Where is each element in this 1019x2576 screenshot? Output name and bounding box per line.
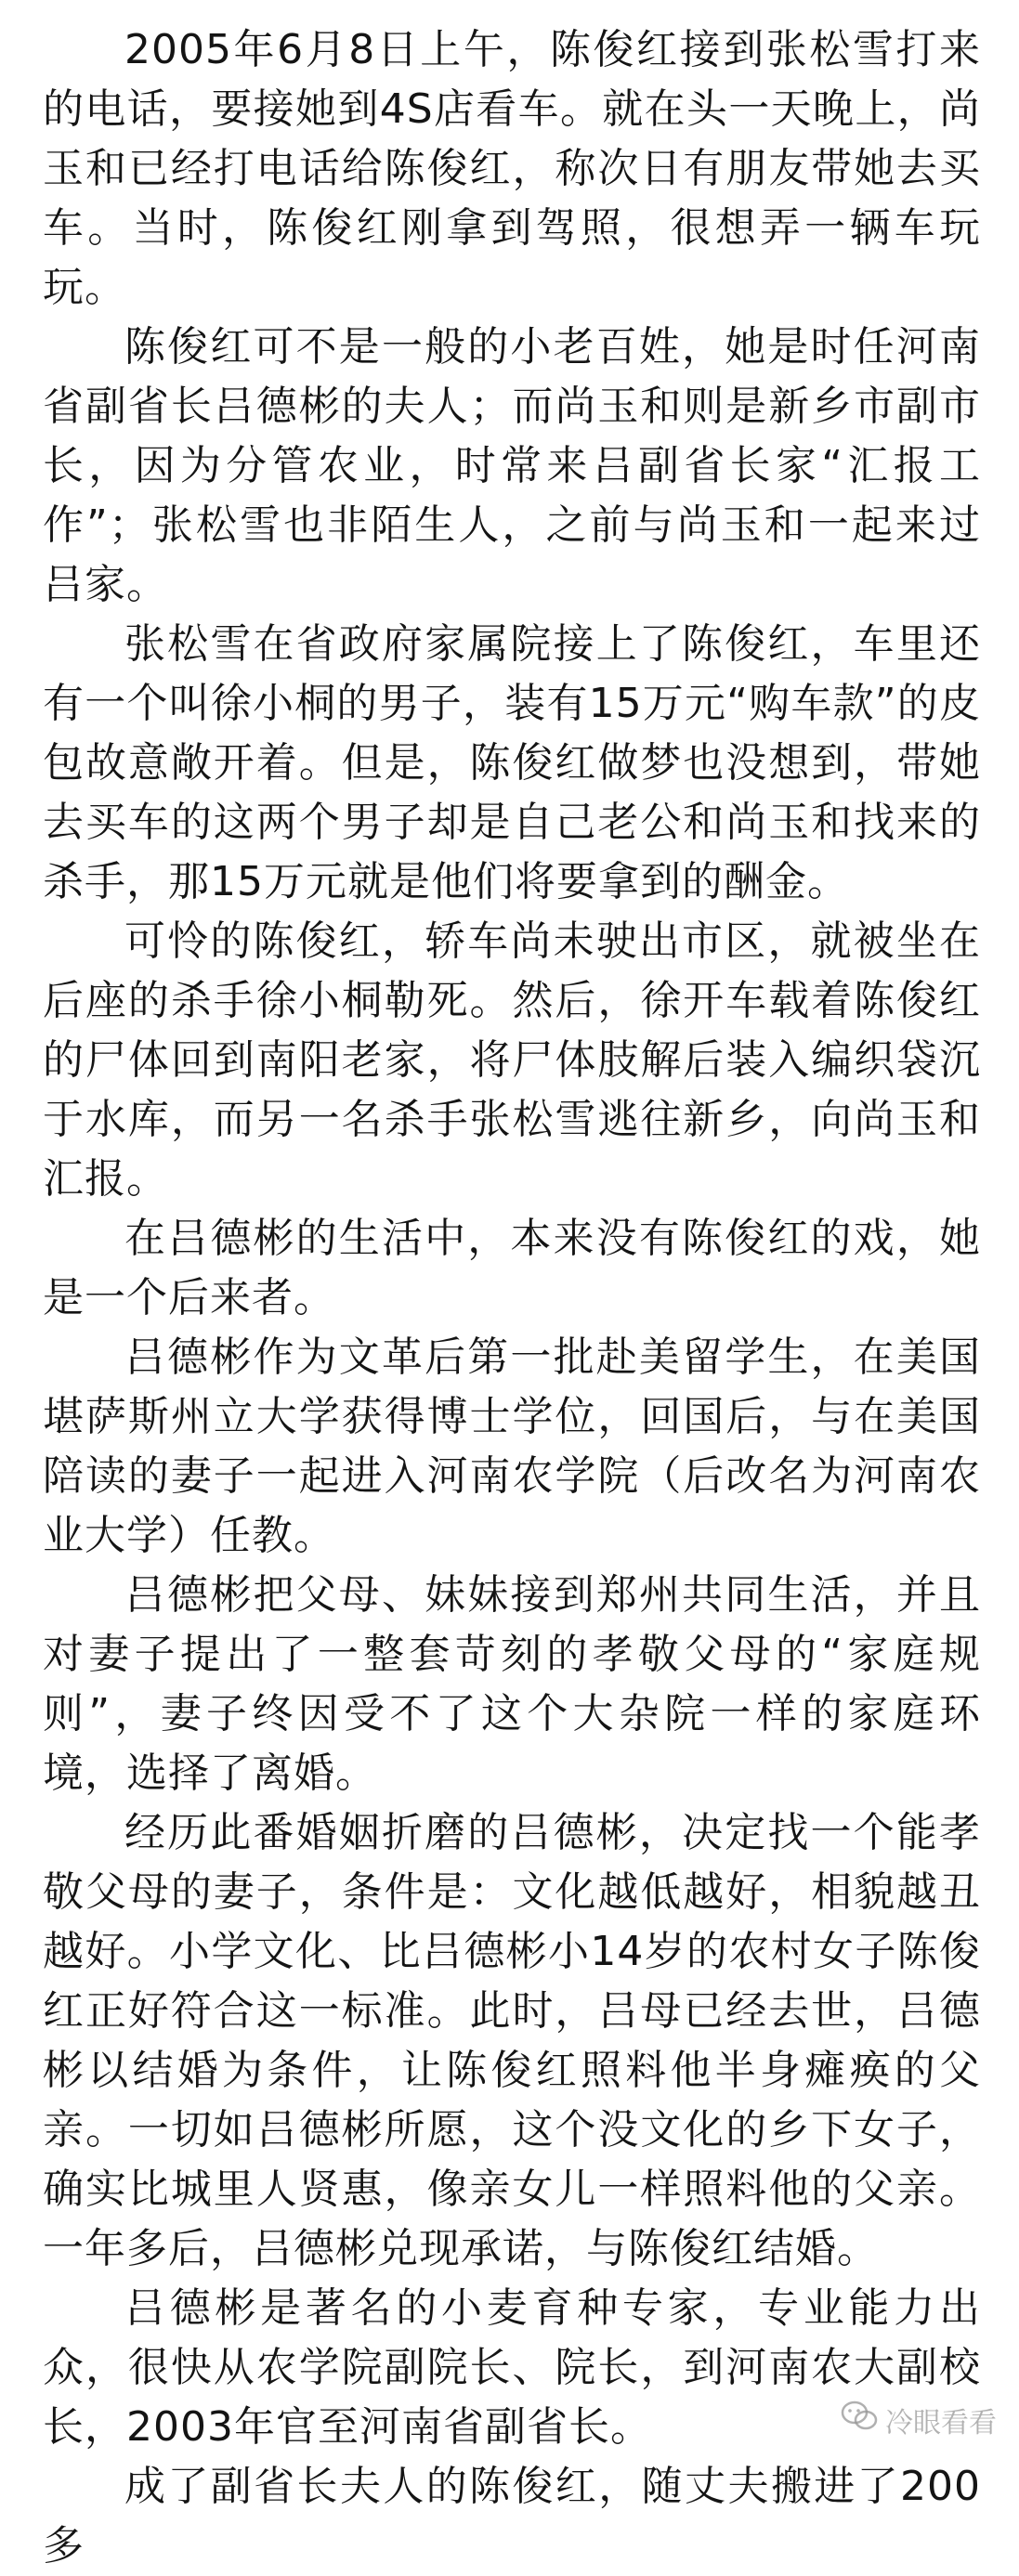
article-paragraph: 吕德彬是著名的小麦育种专家，专业能力出众，很快从农学院副院长、院长，到河南农大副校长，2003年官至河南省副省长。 bbox=[43, 2284, 981, 2451]
article-paragraph: 可怜的陈俊红，轿车尚未驶出市区，就被坐在后座的杀手徐小桐勒死。然后，徐开车载着陈俊红的尸体回到南阳老家，将尸体肢解后装入编织袋沉于水库，而另一名杀手张松雪逃往新乡，向尚玉和汇报。 bbox=[43, 917, 981, 1203]
watermark-text: 冷眼看看 bbox=[885, 2407, 997, 2439]
article-paragraph: 吕德彬作为文革后第一批赴美留学生，在美国堪萨斯州立大学获得博士学位，回国后，与在美国陪读的妻子一起进入河南农学院（后改名为河南农业大学）任教。 bbox=[43, 1334, 981, 1559]
article-paragraph: 2005年6月8日上午，陈俊红接到张松雪打来的电话，要接她到4S店看车。就在头一天晚上，尚玉和已经打电话给陈俊红，称次日有朋友带她去买车。当时，陈俊红刚拿到驾照，很想弄一辆车玩玩。 bbox=[43, 26, 981, 311]
article-paragraph: 经历此番婚姻折磨的吕德彬，决定找一个能孝敬父母的妻子，条件是：文化越低越好，相貌越丑越好。小学文化、比吕德彬小14岁的农村女子陈俊红正好符合这一标准。此时，吕母已经去世，吕德彬以结婚为条件，让陈俊红照料他半身瘫痪的父亲。一切如吕德彬所愿，这个没文化的乡下女子，确实比城里人贤惠，像亲女儿一样照料他的父亲。一年多后，吕德彬兑现承诺，与陈俊红结婚。 bbox=[43, 1809, 981, 2272]
article-body bbox=[43, 20, 981, 2576]
article-paragraph: 成了副省长夫人的陈俊红，随丈夫搬进了200多 bbox=[43, 2463, 981, 2569]
article-paragraph: 张松雪在省政府家属院接上了陈俊红，车里还有一个叫徐小桐的男子，装有15万元“购车款”的皮包故意敞开着。但是，陈俊红做梦也没想到，带她去买车的这两个男子却是自己老公和尚玉和找来的杀手，那15万元就是他们将要拿到的酬金。 bbox=[43, 620, 981, 905]
article-paragraph: 吕德彬把父母、妹妹接到郑州共同生活，并且对妻子提出了一整套苛刻的孝敬父母的“家庭规则”，妻子终因受不了这个大杂院一样的家庭环境，选择了离婚。 bbox=[43, 1571, 981, 1797]
wechat-icon bbox=[841, 2400, 878, 2439]
article-paragraph: 陈俊红可不是一般的小老百姓，她是时任河南省副省长吕德彬的夫人；而尚玉和则是新乡市副市长，因为分管农业，时常来吕副省长家“汇报工作”；张松雪也非陌生人，之前与尚玉和一起来过吕家。 bbox=[43, 323, 981, 608]
watermark bbox=[841, 2400, 997, 2440]
article-paragraph: 在吕德彬的生活中，本来没有陈俊红的戏，她是一个后来者。 bbox=[43, 1215, 981, 1321]
